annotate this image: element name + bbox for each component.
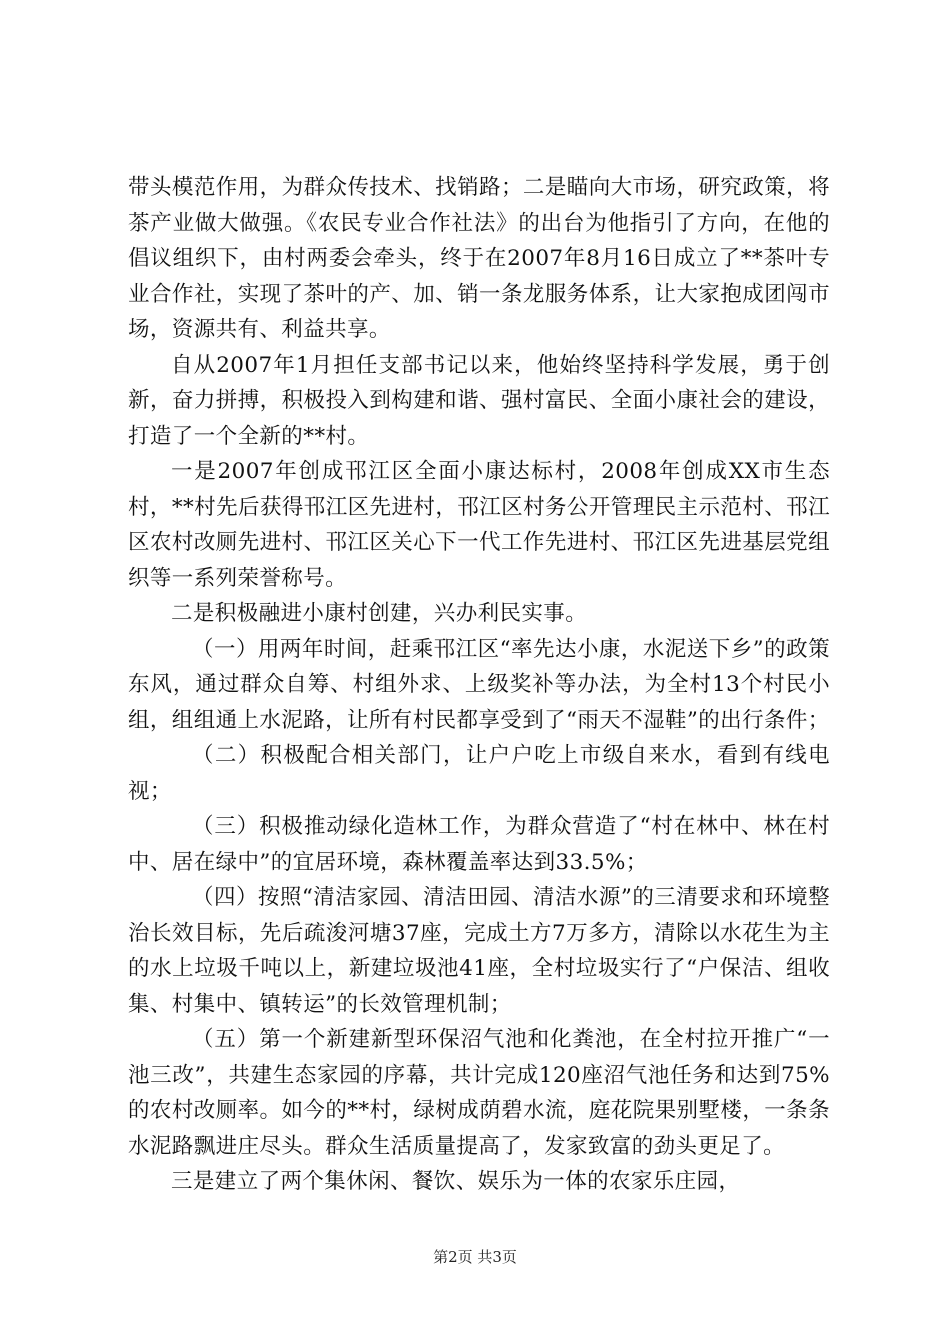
paragraph-item-2-water: （二）积极配合相关部门，让户户吃上市级自来水，看到有线电视；: [128, 743, 830, 804]
paragraph-item-1-roads: （一）用两年时间，赶乘邗江区“率先达小康，水泥送下乡”的政策东风，通过群众自筹、村组外求、上级奖补等办法，为全村13个村民小组，组组通上水泥路，让所有村民都享受到了“雨天不湿鞋”的出行条件；: [128, 636, 830, 733]
paragraph-farm-resort: 三是建立了两个集休闲、餐饮、娱乐为一体的农家乐庄园，: [171, 1169, 741, 1194]
paragraph-party-secretary: 自从2007年1月担任支部书记以来，他始终坚持科学发展，勇于创新，奋力拼搏，积极投入到构建和谐、强村富民、全面小康社会的建设，打造了一个全新的**村。: [128, 352, 830, 449]
page-number-footer: 第2页 共3页: [433, 1248, 517, 1266]
paragraph-item-4-cleaning: （四）按照“清洁家园、清洁田园、清洁水源”的三清要求和环境整治长效目标，先后疏浚河塘37座，完成土方7万多方，清除以水花生为主的水上垃圾千吨以上，新建垃圾池41座，全村垃圾实行了“户保洁、组收集、村集中、镇转运”的长效管理机制；: [128, 885, 830, 1017]
paragraph-item-5-biogas: （五）第一个新建新型环保沼气池和化粪池，在全村拉开推广“一池三改”，共建生态家园的序幕，共计完成120座沼气池任务和达到75%的农村改厕率。如今的**村，绿树成荫碧水流，庭花院果别墅楼，一条条水泥路飘进庄尽头。群众生活质量提高了，发家致富的劲头更足了。: [128, 1027, 830, 1159]
document-body: [128, 170, 830, 1200]
paragraph-honors: 一是2007年创成邗江区全面小康达标村，2008年创成XX市生态村，**村先后获得邗江区先进村，邗江区村务公开管理民主示范村、邗江区农村改厕先进村、邗江区关心下一代工作先进村、邗江区先进基层党组织等一系列荣誉称号。: [128, 459, 830, 591]
paragraph-cooperative: 带头模范作用，为群众传技术、找销路；二是瞄向大市场，研究政策，将茶产业做大做强。《农民专业合作社法》的出台为他指引了方向，在他的倡议组织下，由村两委会牵头，终于在2007年8月16日成立了**茶叶专业合作社，实现了茶叶的产、加、销一条龙服务体系，让大家抱成团闯市场，资源共有、利益共享。: [128, 175, 830, 342]
paragraph-item-3-greening: （三）积极推动绿化造林工作，为群众营造了“村在林中、林在村中、居在绿中”的宜居环境，森林覆盖率达到33.5%；: [128, 814, 830, 875]
paragraph-xiaokang-intro: 二是积极融进小康村创建，兴办利民实事。: [171, 601, 588, 626]
